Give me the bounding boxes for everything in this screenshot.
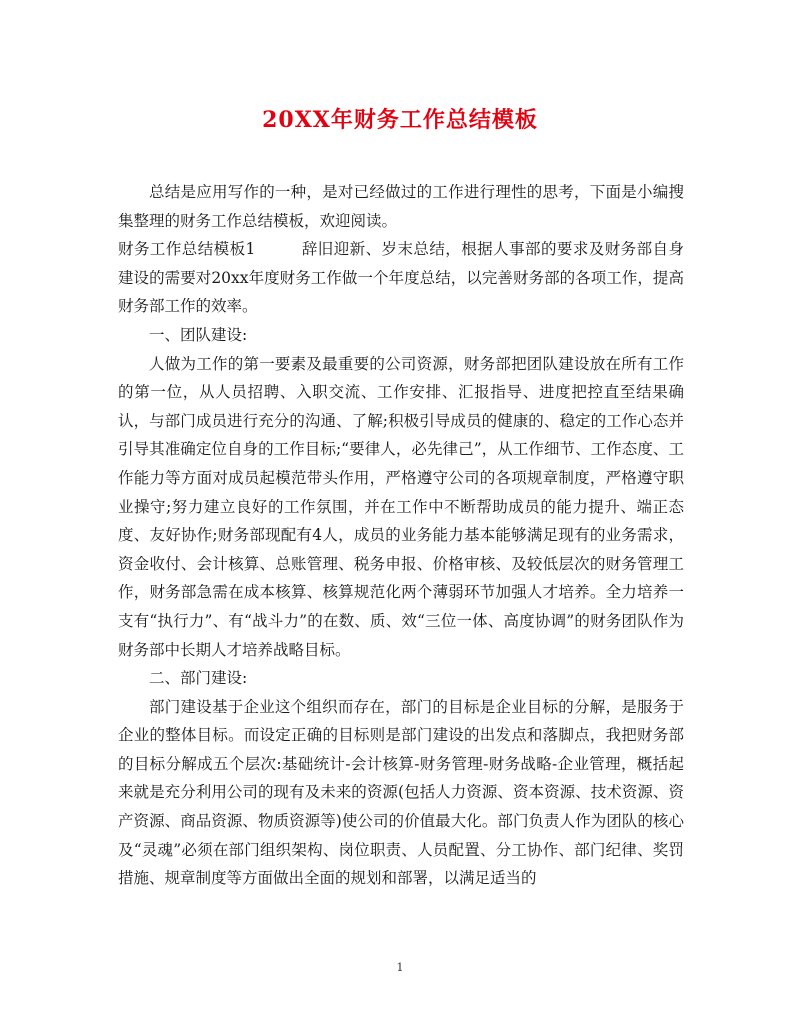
- template-intro: 辞旧迎新、岁末总结，根据人事部的要求及财务部自身建设的需要对20xx年度财务工作做一个年度总结，以完善财务部的各项工作，提高财务部工作的效率。: [118, 240, 684, 316]
- section1-heading: 一、团队建设:: [149, 325, 248, 344]
- template-heading: 财务工作总结模板1: [118, 240, 256, 259]
- intro-paragraph: 总结是应用写作的一种，是对已经做过的工作进行理性的思考，下面是小编搜集整理的财务工作总结模板，欢迎阅读。: [118, 183, 684, 230]
- section1-body: 人做为工作的第一要素及最重要的公司资源，财务部把团队建设放在所有工作的第一位，从人员招聘、入职交流、工作安排、汇报指导、进度把控直至结果确认，与部门成员进行充分的沟通、了解;积极引导成员的健康的、稳定的工作心态并引导其准确定位自身的工作目标;“要律人，必先律己”，从工作细节、工作态度、工作能力等方面对成员起模范带头作用，严格遵守公司的各项规章制度，严格遵守职业操守;努力建立良好的工作氛围，并在工作中不断帮助成员的能力提升、端正态度、友好协作;财务部现配有4人，成员的业务能力基本能够满足现有的业务需求，资金收付、会计核算、总账管理、税务申报、价格审核、及较低层次的财务管理工作，财务部急需在成本核算、核算规范化两个薄弱环节加强人才培养。全力培养一支有“执行力”、有“战斗力”的在数、质、效“三位一体、高度协调”的财务团队作为财务部中长期人才培养战略目标。: [118, 354, 684, 659]
- document-title: 20XX年财务工作总结模板: [262, 107, 538, 133]
- section2-body: 部门建设基于企业这个组织而存在，部门的目标是企业目标的分解，是服务于企业的整体目标。而设定正确的目标则是部门建设的出发点和落脚点，我把财务部的目标分解成五个层次:基础统计-会计核算-财务管理-财务战略-企业管理，概括起来就是充分利用公司的现有及未来的资源(包括人力资源、资本资源、技术资源、资产资源、商品资源、物质资源等)使公司的价值最大化。部门负责人作为团队的核心及“灵魂”必须在部门组织架构、岗位职责、人员配置、分工协作、部门纪律、奖罚措施、规章制度等方面做出全面的规划和部署，以满足适当的: [118, 697, 684, 888]
- template-paragraph: [118, 235, 684, 321]
- document-body: [118, 178, 684, 893]
- page-number: 1: [396, 961, 404, 974]
- section2-heading: 二、部门建设:: [149, 669, 248, 688]
